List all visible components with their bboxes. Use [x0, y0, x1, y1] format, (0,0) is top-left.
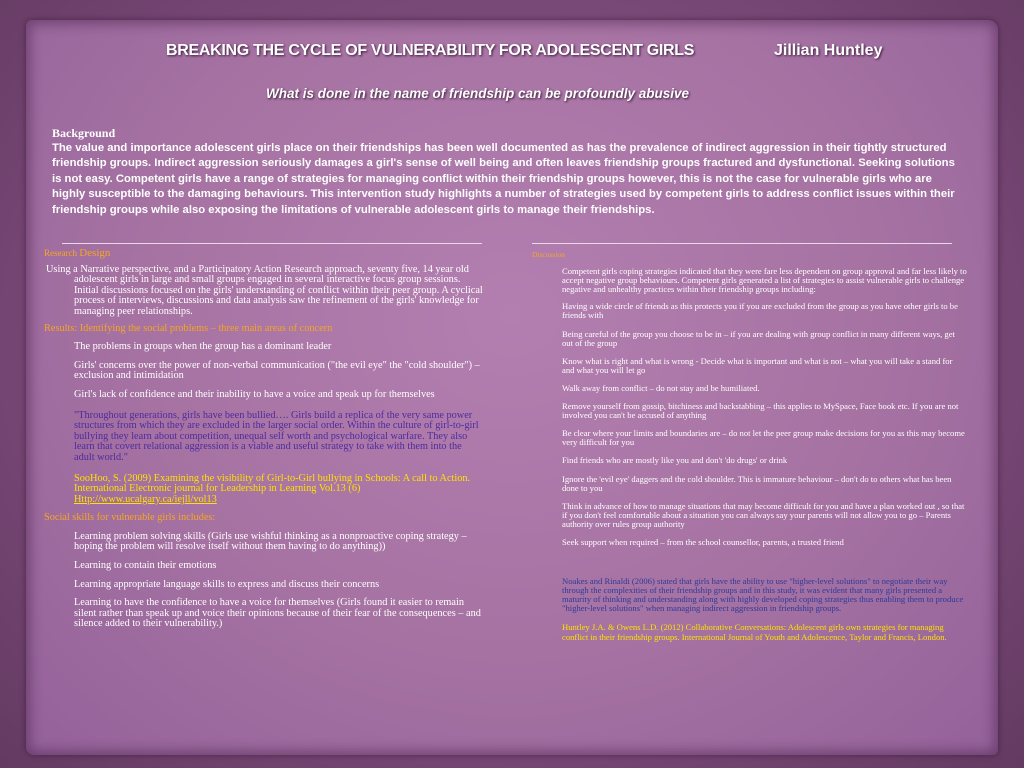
right-divider [532, 243, 952, 244]
skill-item: Learning problem solving skills (Girls use wishful thinking as a nonproactive coping strategy – hoping the problem will resolve itself without them having to do anything)) [74, 530, 467, 553]
result-item: Girl's lack of confidence and their inability to have a voice and speak up for themselves [74, 388, 435, 400]
skill-item: Learning to have the confidence to have a voice for themselves (Girls found it easier to remain silent rather than speak up and voice their opinions because of their fear of the consequences – and silence added to their vulnerability.) [74, 597, 481, 630]
skill-item: Learning appropriate language skills to express and discuss their concerns [74, 578, 380, 590]
strategy-item: Be clear where your limits and boundaries are – do not let the peer group make decisions for you as this may become very difficult for you [562, 428, 965, 448]
right-column [532, 250, 967, 642]
citation-link[interactable]: Http://www.ucalgary.ca/iejll/vol13 [74, 493, 217, 505]
left-divider [62, 243, 482, 244]
citation-text: SooHoo, S. (2009) Examining the visibility of Girl-to-Girl bullying in Schools: A call to Action. International Electronic journal for Leadership in Learning Vol.13 (6) [74, 472, 471, 495]
poster-title: BREAKING THE CYCLE OF VULNERABILITY FOR ADOLESCENT GIRLS [166, 42, 695, 59]
discussion-intro: Competent girls coping strategies indicated that they were fare less dependent on group approval and far less likely to accept negative group behaviours. Competent girls generated a list of strategies to assist vulnerable girls to challenge negative and unhealthy practices within their friendship groups including: [562, 266, 967, 295]
strategy-item: Walk away from conflict – do not stay and be humiliated. [562, 382, 760, 393]
design-heading: Research Design [44, 247, 111, 259]
left-column [44, 248, 484, 638]
quote-text: "Throughout generations, girls have been bullied…. Girls build a replica of the very same power structures from which they are excluded in the larger social order. Within the culture of girl-to-girl bullying they learn about competition, unequal self worth and psychological warfare. They also learn that covert relational aggression is a viable and useful strategy to take with them into the adult world." [74, 409, 479, 463]
strategy-item: Think in advance of how to manage situations that may become difficult for you and have a plan worked out , so that if you don't feel comfortable about a situation you can always say your parents will not allow you to go – Parents authority over rules group authority [562, 500, 965, 529]
skill-item: Learning to contain their emotions [74, 560, 217, 572]
strategy-item: Seek support when required – from the school counsellor, parents, a trusted friend [562, 536, 844, 547]
strategy-item: Remove yourself from gossip, bitchiness and backstabbing – this applies to MySpace, Face book etc. If you are not involved you can't be accused of anything [562, 401, 959, 421]
discussion-heading: Discussion [532, 250, 565, 259]
background-heading: Background [52, 126, 116, 140]
result-item: Girls' concerns over the power of non-verbal communication ("the evil eye" the "cold shoulder") – exclusion and intimidation [74, 359, 480, 382]
poster-subtitle: What is done in the name of friendship can be profoundly abusive [266, 86, 690, 101]
strategy-item: Ignore the 'evil eye' daggers and the cold shoulder. This is immature behaviour – don't do to others what has been done to you [562, 473, 952, 493]
results-heading: Results: Identifying the social problems – three main areas of concern [44, 322, 333, 334]
strategy-item: Being careful of the group you choose to be in – if you are dealing with group conflict in many different ways, get out of the group [562, 328, 955, 348]
reference: Huntley J.A. & Owens L.D. (2012) Collaborative Conversations: Adolescent girls own strategies for managing conflict in their friendship groups. International Journal of Youth and Adolescence, Taylor and Francis, London. [562, 622, 947, 642]
strategy-item: Know what is right and what is wrong - Decide what is important and what is not – what you will take a stand for and what you will let go [562, 355, 953, 375]
poster-paper [26, 20, 998, 755]
citation [44, 474, 484, 506]
background-body: The value and importance adolescent girls place on their friendships has been well documented as has the prevalence of indirect aggression in their tightly structured friendship groups. Indirect aggression seriously damages a girl's sense of well being and often leaves friendship groups fractured and dysfunctional. Seeking solutions is not easy. Competent girls have a range of strategies for managing conflict within their friendship groups however, this is not the case for vulnerable girls who are highly susceptible to the damaging behaviours. This intervention study highlights a number of strategies used by competent girls to address conflict issues within their friendship groups while also exposing the limitations of vulnerable adolescent girls to manage their friendships. [52, 142, 955, 216]
skills-heading: Social skills for vulnerable girls includes: [44, 512, 216, 524]
result-item: The problems in groups when the group has a dominant leader [74, 341, 332, 353]
design-text: Using a Narrative perspective, and a Participatory Action Research approach, seventy five, 14 year old adolescent girls in large and small groups engaged in several interactive focus group sessions. Initial discussions focused on the girls' understanding of conflict within their peer group. A cyclical process of interviews, discussions and data analysis saw the refinement of the girls' knowledge for managing peer relationships. [46, 263, 483, 317]
strategy-item: Having a wide circle of friends as this protects you if you are excluded from the group as you have other girls to be friends with [562, 301, 958, 321]
strategy-item: Find friends who are mostly like you and don't 'do drugs' or drink [562, 455, 788, 466]
noakes-paragraph: Noakes and Rinaldi (2006) stated that girls have the ability to use "higher-level solutions" to negotiate their way through the complexities of their friendship groups and in this study, it was evident that many girls presented a maturity of thinking and understanding along with highly developed coping strategies thus enabling them to produce "higher-level solutions" when managing indirect aggression in friendship groups. [562, 576, 964, 614]
poster-author: Jillian Huntley [774, 42, 883, 59]
